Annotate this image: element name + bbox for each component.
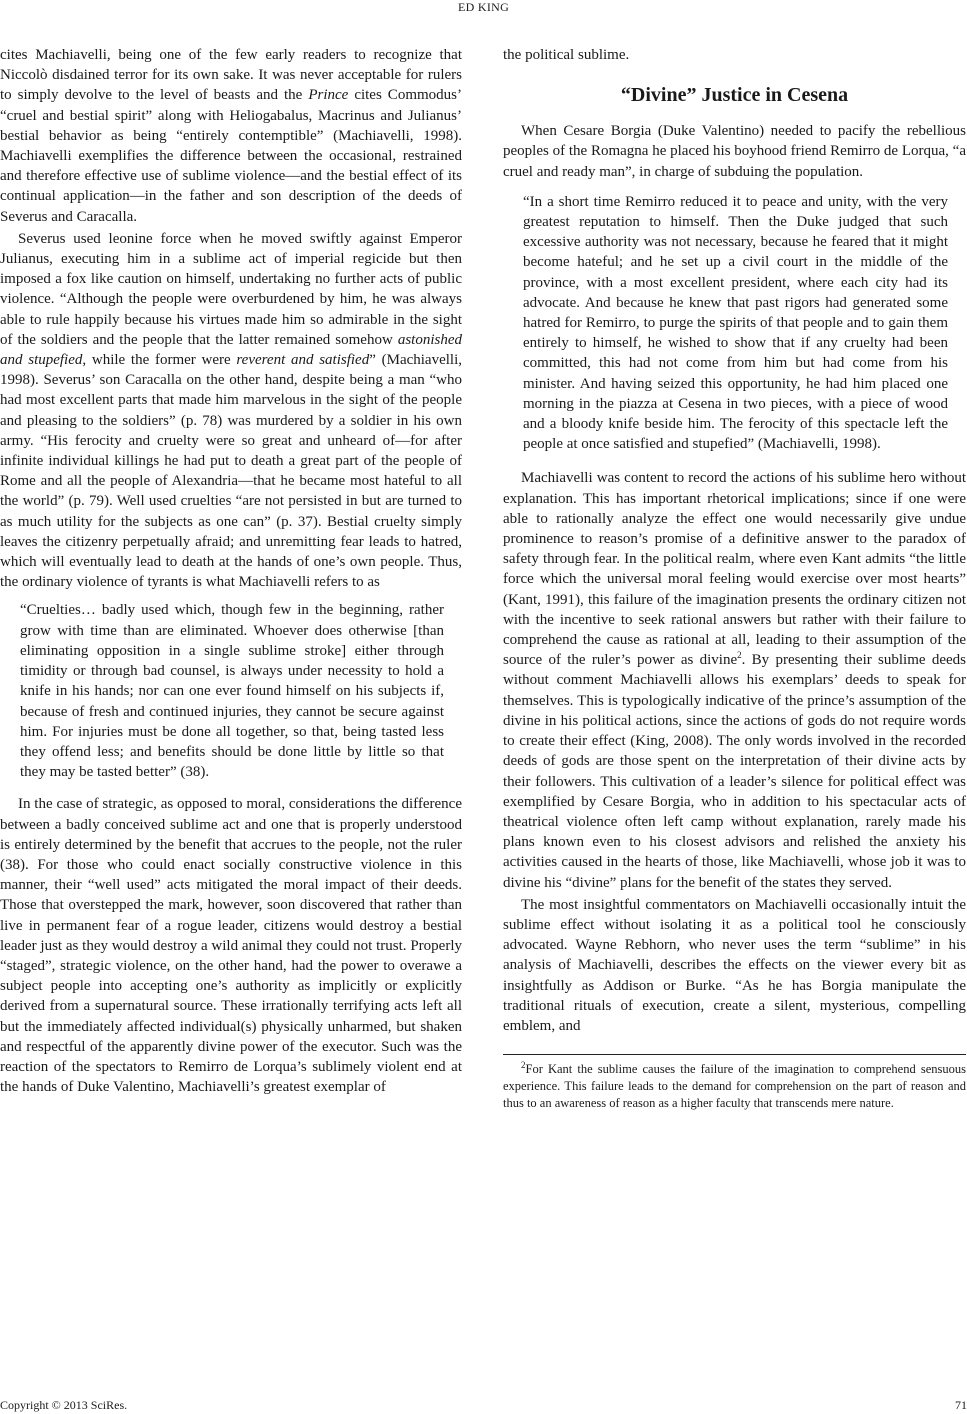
footnote-divider — [503, 1054, 966, 1055]
page-number: 71 — [955, 1398, 967, 1412]
paragraph: The most insightful commentators on Machiavelli occasionally intuit the sublime effect without isolating it as a political tool he consciously advocated. Wayne Rebhorn, who never uses the term “sublime” in his analysis of Machiavelli, describes the effects on the viewer every bit as insightfully as Addison or Burke. “As he has Borgia manipulate the traditional rituals of execution, create a silent, mysterious, compelling emblem, and — [503, 896, 966, 1034]
paragraph — [0, 229, 462, 593]
left-column — [0, 45, 462, 1099]
footnote-text: For Kant the sublime causes the failure of the imagination to comprehend sensuous experience. This failure leads to the demand for comprehension on the part of reason and thus to an awareness of reason as a higher faculty that transcends mere nature. — [503, 1062, 966, 1111]
paragraph — [503, 468, 966, 892]
text-run: ” (Machiavelli, 1998). Severus’ son Caracalla on the other hand, despite being a man “who had most excellent parts that made him marvelous in the sight of the people and pleasing to the soldiers” (p. 78) was murdered by a soldier in his own army. “His ferocity and cruelty were so great and unheard of—for after infinite individual killings he had put to death a great part of the people of Rome and all the people of Alexandria—that he became most hateful to all the world” (p. 79). Well used cruelties “are not persisted in but are turned to as much utility for the subjects as one can” (p. 37). Bestial cruelty simply leaves the citizenry perpetually afraid; and unremitting fear leads to hatred, which will eventually lead to death at the hands of one’s own people. Thus, the ordinary violence of tyrants is what Machiavelli refers to as — [0, 352, 462, 591]
text-run: cites Machiavelli, being one of the few early readers to recognize that Niccolò disdained terror for its own sake. It was never acceptable for rulers to simply devolve to the level of beasts and the — [0, 47, 462, 104]
italic-phrase: astonished and stupefied — [0, 331, 462, 369]
text-run: . By presenting their sublime deeds without comment Machiavelli allows his exemplars’ deeds to speak for themselves. This is typologically indicative of the prince’s assumption of the divine in his political actions, since the actions of gods do not require words to create their effect (King, 2008). The only words involved in the recorded deeds of gods are those spent on the interpretation of their divine acts by their followers. This cultivation of a leader’s silence for political effect was exemplified by Cesare Borgia, who in addition to his spectacular acts of theatrical violence often left camp without explanation, rarely made his plans known even to his closest advisors and relished the anxiety his activities caused in the hearts of those, like Machiavelli, whose job it was to divine his “divine” plans for the benefit of the states they served. — [503, 652, 966, 891]
quote-text: “In a short time Remirro reduced it to peace and unity, with the very greatest reputation to himself. Then the Duke judged that such excessive authority was not necessary, because he feared that it might become hateful; and he set up a civil court in the middle of the province, with a most excellent president, where each city had its advocate. And because he knew that past rigors had generated some hatred for Remirro, to purge the spirits of that people and to gain them entirely to himself, he wished to show that if any cruelty had been committed, this had not come from him but had come from his minister. And having seized this opportunity, he had him placed one morning in the piazza at Cesena in two pieces, with a piece of wood and a bloody knife beside him. The ferocity of this spectacle left the people at once satisfied and stupefied” (Machiavelli, 1998). — [523, 193, 948, 453]
italic-phrase: reverent and satisfied — [236, 352, 370, 369]
paragraph: When Cesare Borgia (Duke Valentino) needed to pacify the rebellious peoples of the Romagna he placed his boyhood friend Remirro de Lorqua, “a cruel and ready man”, in charge of subduing the population. — [503, 123, 966, 180]
quote-text: “Cruelties… badly used which, though few in the beginning, rather grow with time than are eliminated. Whoever does otherwise [than eliminating opposition in a single sublime stroke] either through timidity or through bad counsel, is always under necessity to hold a knife in his hands; nor can one ever found himself on his subjects if, because of fresh and continued injuries, they cannot be secure against him. For injuries must be done all together, so that, being tasted less they offend less; and benefits should be done little by little so that they may be tasted better” (38). — [20, 602, 444, 781]
right-column — [503, 45, 966, 1114]
section-heading: “Divine” Justice in Cesena — [620, 84, 849, 107]
text-run: , while the former were — [82, 352, 237, 369]
footnote — [503, 1061, 966, 1112]
text-run: Severus used leonine force when he moved swiftly against Emperor Julianus, executing him in a sublime act of imperial regicide but then imposed a fox like caution on himself, undertaking no further acts of public violence. “Although the people were overburdened by him, he was always able to rule happily because his virtues made him so admirable in the sight of the soldiers and the people that the latter remained somehow — [0, 230, 462, 348]
text-run: cites Commodus’ “cruel and bestial spirit” along with Heliogabalus, Macrinus and Julianus’ bestial behavior as being “entirely contemptible” (Machiavelli, 1998). Machiavelli exemplifies the difference between the occasional, restrained and therefore effective use of sublime violence—and the bestial effect of its continual application—in the father and son description of the deeds of Severus and Caracalla. — [0, 87, 462, 225]
block-quote — [20, 600, 444, 782]
footnote-marker[interactable]: 2 — [737, 650, 742, 661]
text-run: Machiavelli was content to record the actions of his sublime hero without explanation. This has important rhetorical implications; since if one were able to rationally analyze the effect one would necessarily give undue prominence to reason’s promise of a definitive answer to the paradox of safety through fear. In the political realm, where even Kant admits “the little force which the universal moral feeling would exercise over most hearts” (Kant, 1991), this failure of the imagination presents the ordinary citizen not with the incentive to seek rational answers but rather with their failure to comprehend the cause as rational at all, leading to their assumption of the source of the ruler’s power as divine — [503, 470, 966, 669]
paragraph: the political sublime. — [503, 47, 630, 63]
copyright-notice: Copyright © 2013 SciRes. — [0, 1398, 128, 1412]
paragraph — [0, 45, 462, 227]
paragraph: In the case of strategic, as opposed to moral, considerations the difference between a badly conceived sublime act and one that is properly understood is entirely determined by the benefit that accrues to the people, not the ruler (38). For those who could enact socially constructive violence in this manner, their “well used” acts mitigated the moral impact of their deeds. Those that overstepped the mark, however, soon discovered that rather than live in permanent fear of a rogue leader, citizens would destroy a bestial leader just as they would destroy a wild animal they could not trust. Properly “staged”, strategic violence, on the other hand, had the power to overawe a subject people into accepting one’s authority as implicitly or explicitly derived from a supernatural source. These irrationally terrifying acts left all but the immediately affected individual(s) physically unharmed, but shaken and respectful of the apparently divine power of the executor. Such was the reaction of the spectators to Remirro de Lorqua’s sublimely violent end at the hands of Duke Valentino, Machiavelli’s greatest exemplar of — [0, 796, 462, 1096]
footnote-number: 2 — [521, 1059, 526, 1070]
italic-title: Prince — [308, 87, 349, 104]
block-quote — [523, 192, 948, 455]
running-head: ED KING — [457, 0, 510, 14]
